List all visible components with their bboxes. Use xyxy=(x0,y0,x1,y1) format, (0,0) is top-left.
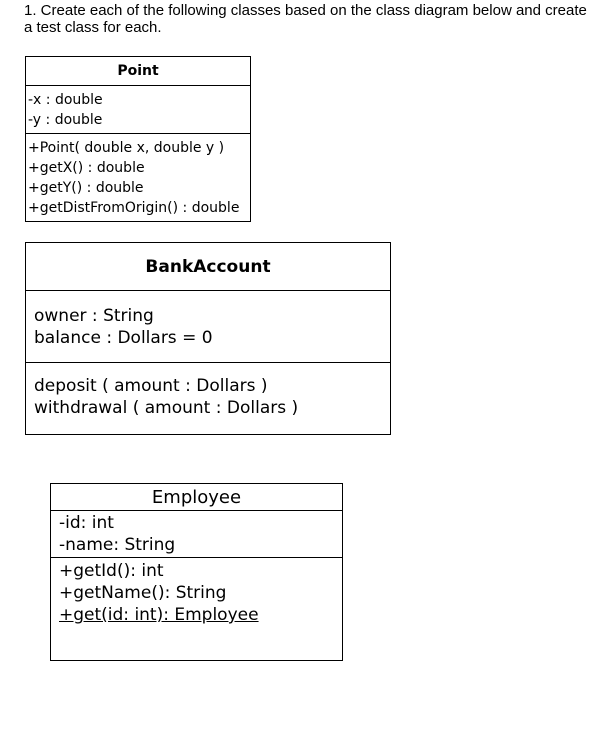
bankaccount-op-deposit: deposit ( amount : Dollars ) xyxy=(34,376,268,396)
point-attr-y: -y : double xyxy=(28,112,103,128)
point-op-getx: +getX() : double xyxy=(28,160,145,176)
point-operations xyxy=(26,133,250,218)
instructions-text: 1. Create each of the following classes based on the class diagram below and create a test class for each. xyxy=(24,2,587,36)
employee-op-getid: +getId(): int xyxy=(59,561,164,581)
employee-attr-name: -name: String xyxy=(59,535,176,555)
employee-attributes xyxy=(51,510,342,557)
point-op-constructor: +Point( double x, double y ) xyxy=(28,140,225,156)
bankaccount-attributes xyxy=(26,290,390,362)
point-op-gety: +getY() : double xyxy=(28,180,144,196)
bankaccount-operations xyxy=(26,362,390,419)
bankaccount-class-box xyxy=(25,242,391,435)
employee-operations xyxy=(51,557,342,626)
point-attr-x: -x : double xyxy=(28,92,103,108)
employee-class-name: Employee xyxy=(151,487,242,508)
point-class-box xyxy=(25,56,251,222)
employee-op-getname: +getName(): String xyxy=(59,583,227,603)
bankaccount-attr-owner: owner : String xyxy=(34,306,154,326)
point-attributes xyxy=(26,85,250,133)
employee-op-get-static: +get(id: int): Employee xyxy=(59,605,259,625)
bankaccount-class-name: BankAccount xyxy=(145,257,271,277)
employee-class-box xyxy=(50,483,343,661)
bankaccount-op-withdrawal: withdrawal ( amount : Dollars ) xyxy=(34,398,299,418)
point-class-name: Point xyxy=(117,63,159,79)
bankaccount-attr-balance: balance : Dollars = 0 xyxy=(34,328,213,348)
employee-attr-id: -id: int xyxy=(59,513,114,533)
point-op-getdistfromorigin: +getDistFromOrigin() : double xyxy=(28,200,240,216)
